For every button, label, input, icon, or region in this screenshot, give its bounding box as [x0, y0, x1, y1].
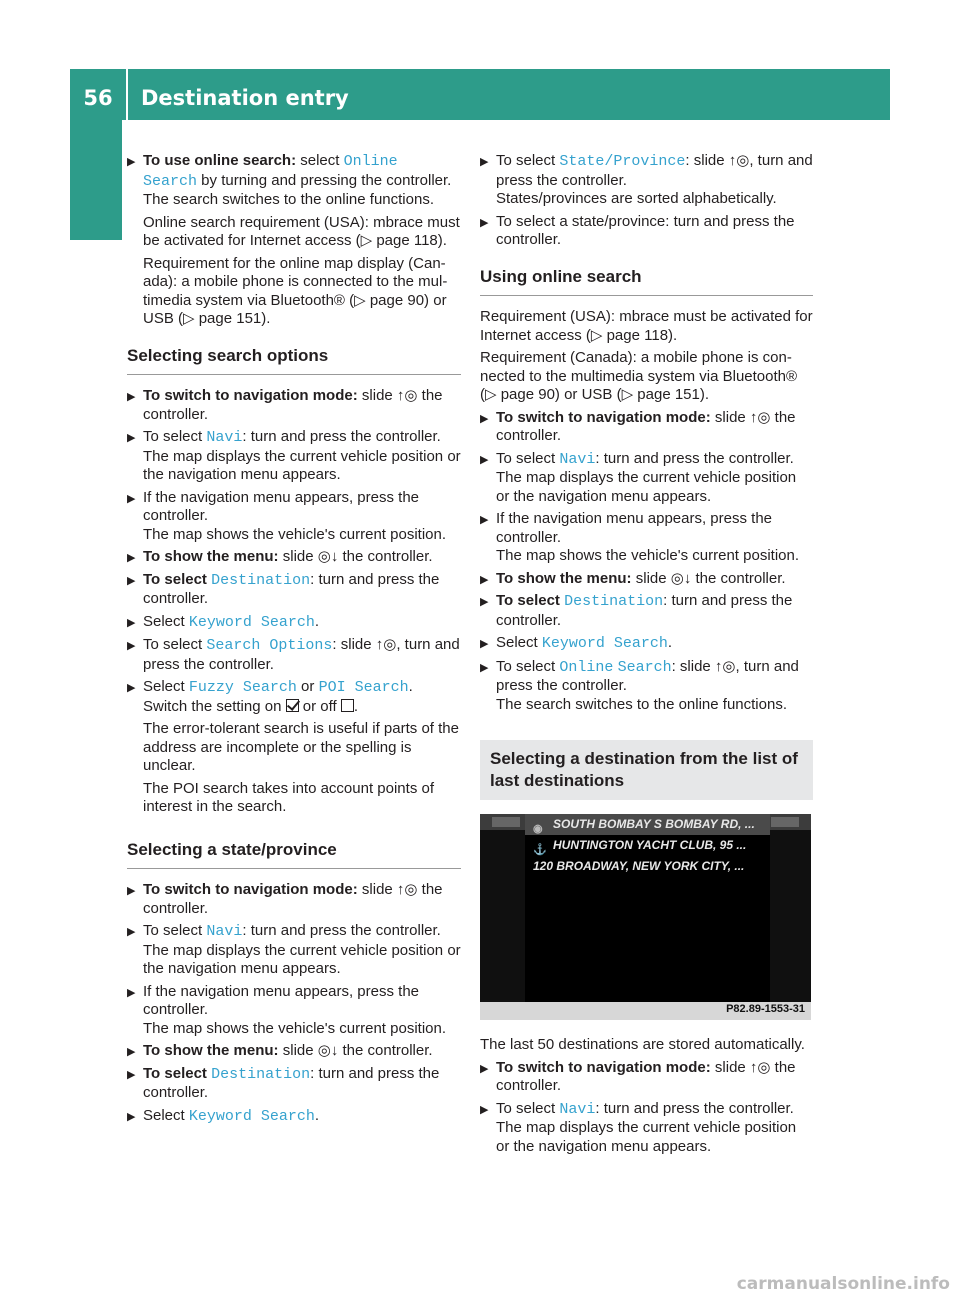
step: ▶ To show the menu: slide ◎↓ the controller.	[127, 1042, 461, 1061]
watermark: carmanualsonline.info	[736, 1274, 950, 1294]
paragraph: The POI search takes into account points of interest in the search.	[143, 779, 434, 815]
step: ▶ To select Destination: turn and press the controller.	[127, 571, 461, 609]
step: ▶ If the navigation menu appears, press the controller. The map shows the vehicle's current position.	[127, 983, 461, 1039]
list-item: ⚓ HUNTINGTON YACHT CLUB, 95 ...	[525, 835, 770, 856]
nav-screen-image	[480, 814, 811, 1020]
back-icon	[492, 817, 520, 827]
step: ▶ To select Navi: turn and press the controller. The map displays the current vehicle position or the navigation menu appears.	[480, 1100, 813, 1157]
image-code: P82.89-1553-31	[726, 1002, 805, 1015]
side-tab	[70, 120, 122, 240]
page-number: 56	[83, 86, 113, 110]
poi-icon: ⚓	[533, 844, 547, 856]
step: ▶ To select Destination: turn and press the controller.	[480, 592, 813, 630]
location-icon: ◉	[533, 823, 543, 835]
side-tab-label: Navigation	[82, 527, 108, 663]
step: ▶ To select Destination: turn and press the controller.	[127, 1065, 461, 1103]
step: ▶ To show the menu: slide ◎↓ the controller.	[127, 548, 461, 567]
step: ▶ Select Fuzzy Search or POI Search. Switch the setting on or off .	[127, 678, 461, 716]
step: ▶ To select a state/province: turn and press the controller.	[480, 213, 813, 250]
step: ▶ To select Online Search: slide ↑◎, turn and press the controller. The search switches to the online functions.	[480, 658, 813, 715]
checkbox-checked-icon	[286, 699, 299, 712]
step: ▶ To select Search Options: slide ↑◎, turn and press the controller.	[127, 636, 461, 674]
last-destinations-list	[525, 814, 770, 1004]
step: ▶ To switch to navigation mode: slide ↑◎ the controller.	[127, 387, 461, 424]
step: ▶ To switch to navigation mode: slide ↑◎ the controller.	[480, 409, 813, 446]
checkbox-empty-icon	[341, 699, 354, 712]
step: ▶ If the navigation menu appears, press the controller. The map shows the vehicle's current position.	[127, 489, 461, 545]
header-divider	[126, 69, 128, 120]
list-item: 120 BROADWAY, NEW YORK CITY, ...	[533, 859, 745, 873]
paragraph: Requirement (USA): mbrace must be activated for Internet access (▷ page 118).	[480, 308, 813, 344]
step: ▶ If the navigation menu appears, press the controller. The map shows the vehicle's current position.	[480, 510, 813, 566]
section-heading-shaded: Selecting a destination from the list of last destinations	[480, 740, 813, 800]
section-heading: Selecting a state/province	[127, 841, 461, 870]
paragraph: The error-tolerant search is useful if parts of the address are incomplete or the spelling is unclear.	[143, 720, 459, 774]
step: ▶ To select State/Province: slide ↑◎, turn and press the controller. States/provinces are sorted alphabetically.	[480, 152, 813, 209]
step: ▶ Select Keyword Search.	[480, 634, 813, 654]
page-title: Destination entry	[141, 86, 349, 110]
paragraph: Requirement (Canada): a mobile phone is connected to the multimedia system via Bluetooth® (▷ page 90) or USB (▷ page 151).	[480, 349, 798, 403]
step: ▶ To switch to navigation mode: slide ↑◎ the controller.	[127, 881, 461, 918]
section-heading: Using online search	[480, 268, 813, 297]
paragraph: Online search requirement (USA): mbrace must be activated for Internet access (▷ page 118).	[143, 213, 460, 249]
right-column	[480, 152, 813, 1160]
step: ▶ To select Navi: turn and press the controller. The map displays the current vehicle position or the navigation menu appears.	[480, 450, 813, 507]
paragraph: The last 50 destinations are stored automatically.	[480, 1036, 805, 1053]
step: ▶ Select Keyword Search.	[127, 613, 461, 633]
step: ▶ To select Navi: turn and press the controller. The map displays the current vehicle position or the navigation menu appears.	[127, 428, 461, 485]
forward-icon	[771, 817, 799, 827]
step: ▶ To use online search: select Online Search by turning and pressing the controller. The search switches to the online functions.	[127, 152, 461, 210]
paragraph: Requirement for the online map display (Canada): a mobile phone is connected to the multimedia system via Bluetooth® (▷ page 90) or USB (▷ page 151).	[143, 254, 448, 327]
list-item: ◉ SOUTH BOMBAY S BOMBAY RD, ...	[525, 814, 770, 835]
paragraph: The search switches to the online functions.	[143, 191, 434, 208]
section-heading: Selecting search options	[127, 347, 461, 376]
step: ▶ To select Navi: turn and press the controller. The map displays the current vehicle position or the navigation menu appears.	[127, 922, 461, 979]
left-column	[127, 152, 461, 1130]
step: ▶ Select Keyword Search.	[127, 1107, 461, 1127]
step: ▶ To show the menu: slide ◎↓ the controller.	[480, 570, 813, 589]
step: ▶ To switch to navigation mode: slide ↑◎ the controller.	[480, 1059, 813, 1096]
